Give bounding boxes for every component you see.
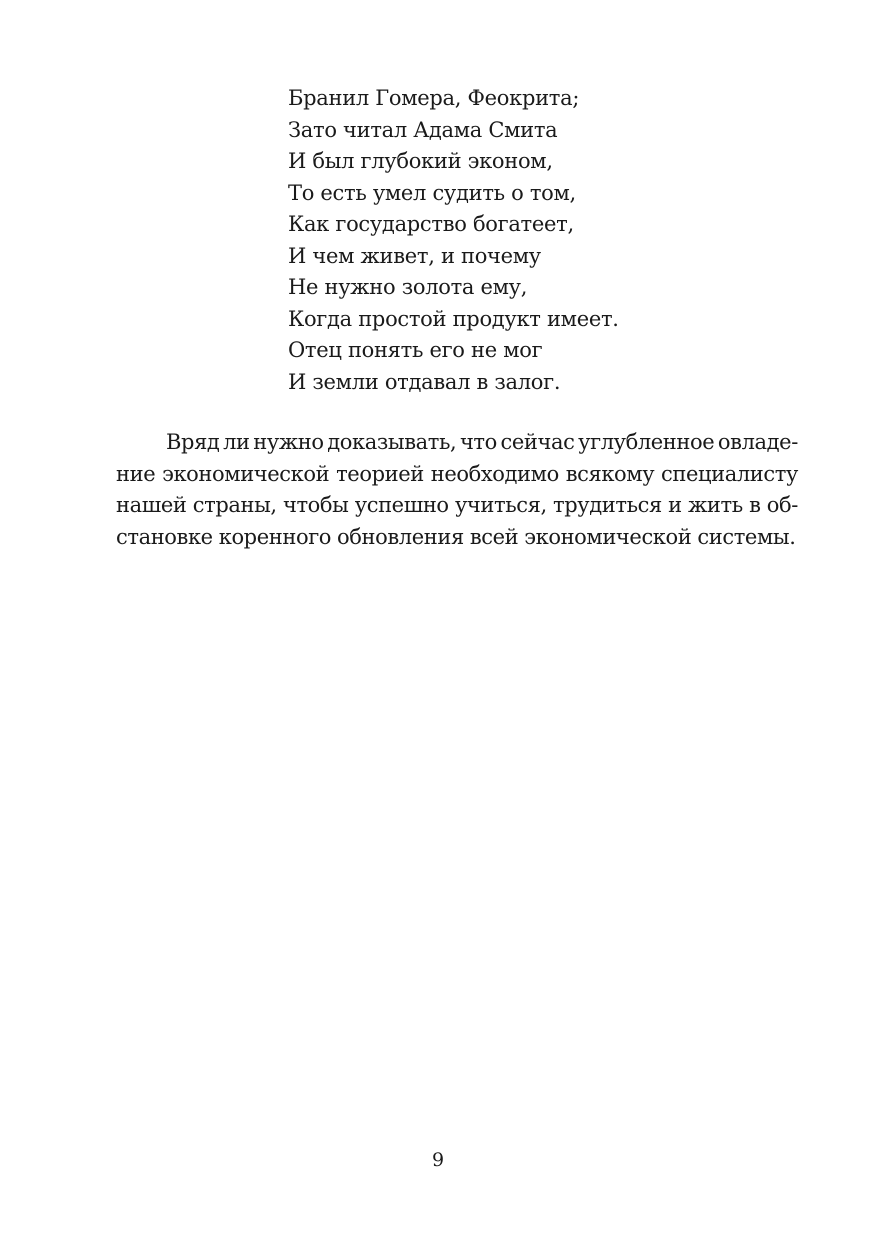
paragraph-word: специалисту <box>661 461 798 486</box>
paragraph-word: коренного <box>218 524 332 549</box>
poem-line: И был глубокий эконом, <box>288 149 553 173</box>
poem-line: И земли отдавал в залог. <box>288 369 561 394</box>
paragraph-word: всей <box>469 524 519 549</box>
paragraph-word: успешно <box>354 493 449 517</box>
poem-line: То есть умел судить о том, <box>288 180 576 205</box>
paragraph-word: ние <box>116 461 156 486</box>
poem-line: Отец понять его не мог <box>288 338 543 362</box>
paragraph-line <box>116 490 798 522</box>
poem-line: Когда простой продукт имеет. <box>288 306 619 331</box>
paragraph-word: всякому <box>565 461 655 486</box>
poem-excerpt <box>288 83 788 398</box>
paragraph-word: жить <box>688 493 743 517</box>
paragraph-word: углубленное <box>578 430 715 454</box>
paragraph-word: экономической <box>524 524 692 549</box>
paragraph-word: ли <box>223 430 250 454</box>
poem-line: И чем живет, и почему <box>288 243 541 268</box>
body-paragraph <box>116 427 798 553</box>
paragraph-line <box>116 427 798 459</box>
paragraph-word: трудиться <box>553 493 662 517</box>
paragraph-word: нашей <box>116 493 187 517</box>
paragraph-word: страны, <box>192 493 277 517</box>
paragraph-word: овладе- <box>717 430 798 454</box>
page-number: 9 <box>431 1149 445 1171</box>
paragraph-word: экономической <box>162 461 330 486</box>
paragraph-word: нужно <box>253 430 324 454</box>
paragraph-word: и <box>668 493 682 517</box>
paragraph-word: учиться, <box>454 493 547 517</box>
paragraph-word: что <box>459 430 497 454</box>
paragraph-word: Вряд <box>166 430 220 454</box>
poem-line: Не нужно золота ему, <box>288 275 528 299</box>
paragraph-word: необходимо <box>430 461 559 486</box>
paragraph-word: становке <box>116 524 213 549</box>
paragraph-word: теорией <box>336 461 424 486</box>
poem-line: Как государство богатеет, <box>288 212 574 236</box>
paragraph-word: в <box>749 493 761 517</box>
paragraph-word: чтобы <box>282 493 349 517</box>
poem-line: Зато читал Адама Смита <box>288 117 558 142</box>
paragraph-line <box>116 459 798 491</box>
poem-line: Бранил Гомера, Феокрита; <box>288 86 580 110</box>
paragraph-word: об- <box>766 493 798 517</box>
paragraph-word: сейчас <box>500 430 575 454</box>
paragraph-word: доказывать, <box>327 430 457 454</box>
paragraph-line <box>116 522 798 554</box>
paragraph-word: системы. <box>697 524 796 549</box>
paragraph-word: обновления <box>337 524 464 549</box>
